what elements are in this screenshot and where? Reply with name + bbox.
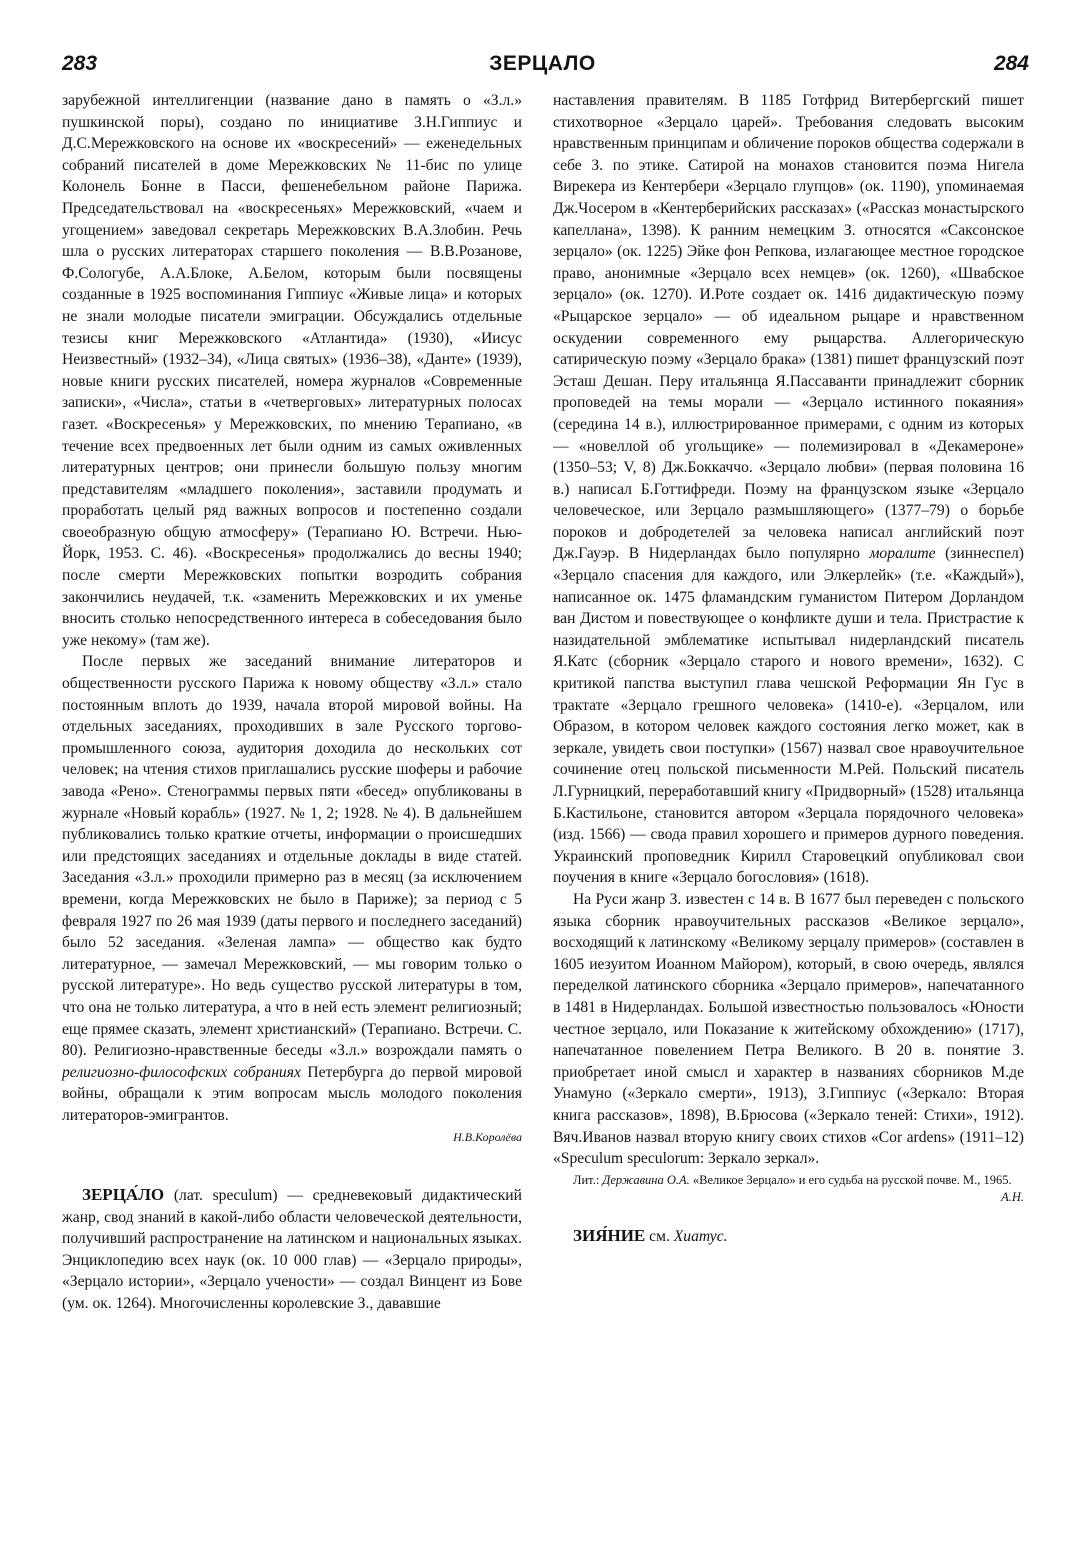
literature-reference [553,1172,1024,1204]
entry-zertsalo [62,1184,522,1315]
literature-signature: А.Н. [1001,1189,1024,1204]
paragraph-green-lamp-2 [62,651,522,1126]
entry-ziyanie [553,1225,1024,1248]
paragraph-zertsalo-russia: На Руси жанр З. известен с 14 в. В 1677 был переведен с польского языка сборник нравоучительных рассказов «Великое зерцало», восходящий к латинскому «Великому зерцалу примеров» (составлен в 1605 иезуитом Иоанном Майором), который, в свою очередь, являлся переделкой латинского сборника «Зерцало примеров», напечатанного в 1481 в Нидерландах. Большой известностью пользовалось «Юности честное зерцало, или Показание к житейскому обхождению» (1717), напечатанное повелением Петра Великого. В 20 в. понятие З. приобретает иной смысл и характер в названиях сборников М.де Унамуно («Зеркало смерти», 1913), З.Гиппиус («Зеркало: Вторая книга рассказов», 1898), В.Брюсова («Зеркало теней: Стихи», 1912). Вяч.Иванов назвал вторую книгу своих стихов «Cor ardens» (1911–12) «Speculum speculorum: Зеркало зеркал». [553,890,1024,1168]
author-signature: Н.В.Королёва [453,1129,522,1144]
cross-reference-link[interactable]: Хиатус. [673,1227,728,1245]
italic-term: моралите [869,545,936,563]
entry-text: (лат. speculum) — средневековый дидактический жанр, свод знаний в какой-либо области человеческой деятельности, получивший распространение на латинском и национальных языках. Энциклопедию всех наук (ок. 10 000 глав) — «Зерцало природы», «Зерцало истории», «Зерцало учености» — создал Винцент из Бове (ум. ок. 1264). Многочисленны королевские З., дававшие [62,1187,522,1313]
paragraph-text-end: Петербурга до первой мировой войны, обращали к этим вопросам мысль молодого поколения литераторов-эмигрантов. [62,1063,523,1124]
signature-line [62,1127,522,1149]
literature-label: Лит.: [573,1172,600,1187]
paragraph-text: После первых же заседаний внимание литераторов и общественности русского Парижа к новому обществу «З.л.» стало постоянным вплоть до 1939, начала второй мировой войны. На отдельных заседаниях, проходивших в зале Русского торгово-промышленного союза, аудитория доходила до нескольких сот человек; на чтения стихов приглашались русские шоферы и рабочие завода «Рено». Стенограммы первых пяти «бесед» опубликованы в журнале «Новый корабль» (1927. № 1, 2; 1928. № 4). В дальнейшем публиковались только краткие отчеты, информации о происшедших или предстоящих заседаниях и отдельные доклады в виде статей. Заседания «З.л.» проходили примерно раз в месяц (за исключением времени, когда Мережковских не было в Париже); за период с 5 февраля 1927 по 26 мая 1939 (даты первого и последнего заседаний) было 52 заседания. «Зеленая лампа» — общество как будто литературное, — замечал Мережковский, — мы говорим только о русской литературе». Но ведь существо русской литературы в том, что она не только литература, а что в ней есть элемент религиозный; еще прямее сказать, элемент христианский» (Терапиано. Встречи. С. 80). Религиозно-нравственные беседы «З.л.» возрождали память о [62,653,522,1060]
paragraph-text-end: (зиннеспел) «Зерцало спасения для каждого, или Элкерлейк» (т.е. «Каждый»), написанное ок. 1475 фламандским гуманистом Питером Дорландом ван Дистом и повествующее о конфликте души и тела. Пристрастие к назидательной эмблематике испытывал нидерландский писатель Я.Катс (сборник «Зерцало старого и нового времени», 1632). С критикой папства выступил глава чешской Реформации Ян Гус в трактате «Зерцало грешного человека» (1410-е). «Зерцалом, или Образом, в котором человек каждого состояния легко может, как в зеркале, увидеть свои поступки» (1567) назвал свое нравоучительное сочинение отец польской письменности М.Рей. Польский писатель Л.Гурницкий, переработавший книгу «Придворный» (1528) итальянца Б.Кастильоне, становится автором «Зерцала порядочного человека» (изд. 1566) — свода правил хорошего и примеров дурного поведения. Украинский проповедник Кирилл Старовецкий опубликовал свои поучения в книге «Зерцало богословия» (1618). [553,545,1024,887]
literature-title: «Великое Зерцало» и его судьба на русской почве. М., 1965. [692,1172,1012,1187]
paragraph-green-lamp-1: зарубежной интеллигенции (название дано в память о «З.л.» пушкинской поры), создано по инициативе З.Н.Гиппиус и Д.С.Мережковского на основе их «воскресений» — еженедельных собраний писателей в доме Мережковских № 11-бис по улице Колонель Бонне в Пасси, фешенебельном районе Парижа. Председательствовал на «воскресеньях» Мережковский, «чаем и угощением» заведовал секретарь Мережковских В.А.Злобин. Речь шла о русских литераторах старшего поколения — В.В.Розанове, Ф.Сологубе, А.А.Блоке, А.Белом, которым были посвящены созданные в 1925 воспоминания Гиппиус «Живые лица» и которых не знали молодые писатели эмиграции. Обсуждались отдельные тезисы книг Мережковского «Атлантида» (1930), «Иисус Неизвестный» (1932–34), «Лица святых» (1936–38), «Данте» (1939), новые книги русских писателей, номера журналов «Современные записки», «Числа», статьи в «четверговых» литературных полосах газет. «Воскресенья» у Мережковских, по мнению Терапиано, «в течение всех предвоенных лет были одним из самых оживленных литературных центров; они принесли большую пользу многим представителям «младшего поколения», заставили продумать и проработать целый ряд важных вопросов и постепенно создали своеобразную общую атмосферу» (Терапиано Ю. Встречи. Нью-Йорк, 1953. С. 46). «Воскресенья» продолжались до весны 1940; после смерти Мережковских попытки возродить собрания закончились неудачей, т.к. «заменить Мережковских и их уменье вносить столько непосредственного интереса в собеседования было уже некому» (там же). [62,92,522,649]
italic-term: религиозно-философских собраниях [62,1063,301,1081]
entry-headword: ЗИЯ́НИЕ [573,1225,646,1245]
see-also-label: см. [649,1227,670,1245]
running-title: ЗЕРЦАЛО [489,52,596,75]
paragraph-text: наставления правителям. В 1185 Готфрид Витербергский пишет стихотворное «Зерцало царей». Требования следовать высоким нравственным принципам и обличение пороков общества содержали в себе З. по этике. Сатирой на монахов становится поэма Нигела Вирекера из Кентербери «Зерцало глупцов» (ок. 1190), упоминаемая Дж.Чосером в «Кентерберийских рассказах» («Рассказ монастырского капеллана», 1398). К ранним немецким З. относятся «Саксонское зерцало» (ок. 1225) Эйке фон Репкова, излагающее местное городское право, анонимные «Зерцало всех немцев» (ок. 1260), «Швабское зерцало» (ок. 1270). И.Роте создает ок. 1416 дидактическую поэму «Рыцарское зерцало» — об идеальном рыцаре и нравственном оскудении современного ему рыцарства. Аллегорическую сатирическую поэму «Зерцало брака» (1381) пишет французский поэт Эсташ Дешан. Перу итальянца Я.Пассаванти принадлежит сборник проповедей на темы морали — «Зерцало истинного покаяния» (середина 14 в.), иллюстрированное примерами, с одним из которых — «новеллой об угольщике» — полемизировал в «Декамероне» (1350–53; V, 8) Дж.Боккаччо. «Зерцало любви» (первая половина 16 в.) написал Б.Готтифреди. Поэму на французском языке «Зерцало человеческое, или Зерцало размышляющего» (1377–79) о борьбе пороков и добродетелей за человека написал английский поэт Дж.Гауэр. В Нидерландах было популярно [553,92,1024,563]
page-header [0,0,1085,92]
entry-headword: ЗЕРЦА́ЛО [82,1185,165,1205]
right-column [553,90,1024,1247]
page-number-left: 283 [62,52,98,75]
page-number-right: 284 [993,52,1029,75]
literature-author: Державина О.А. [602,1172,690,1187]
left-column [62,90,522,1315]
paragraph-zertsalo-continued [553,90,1024,889]
